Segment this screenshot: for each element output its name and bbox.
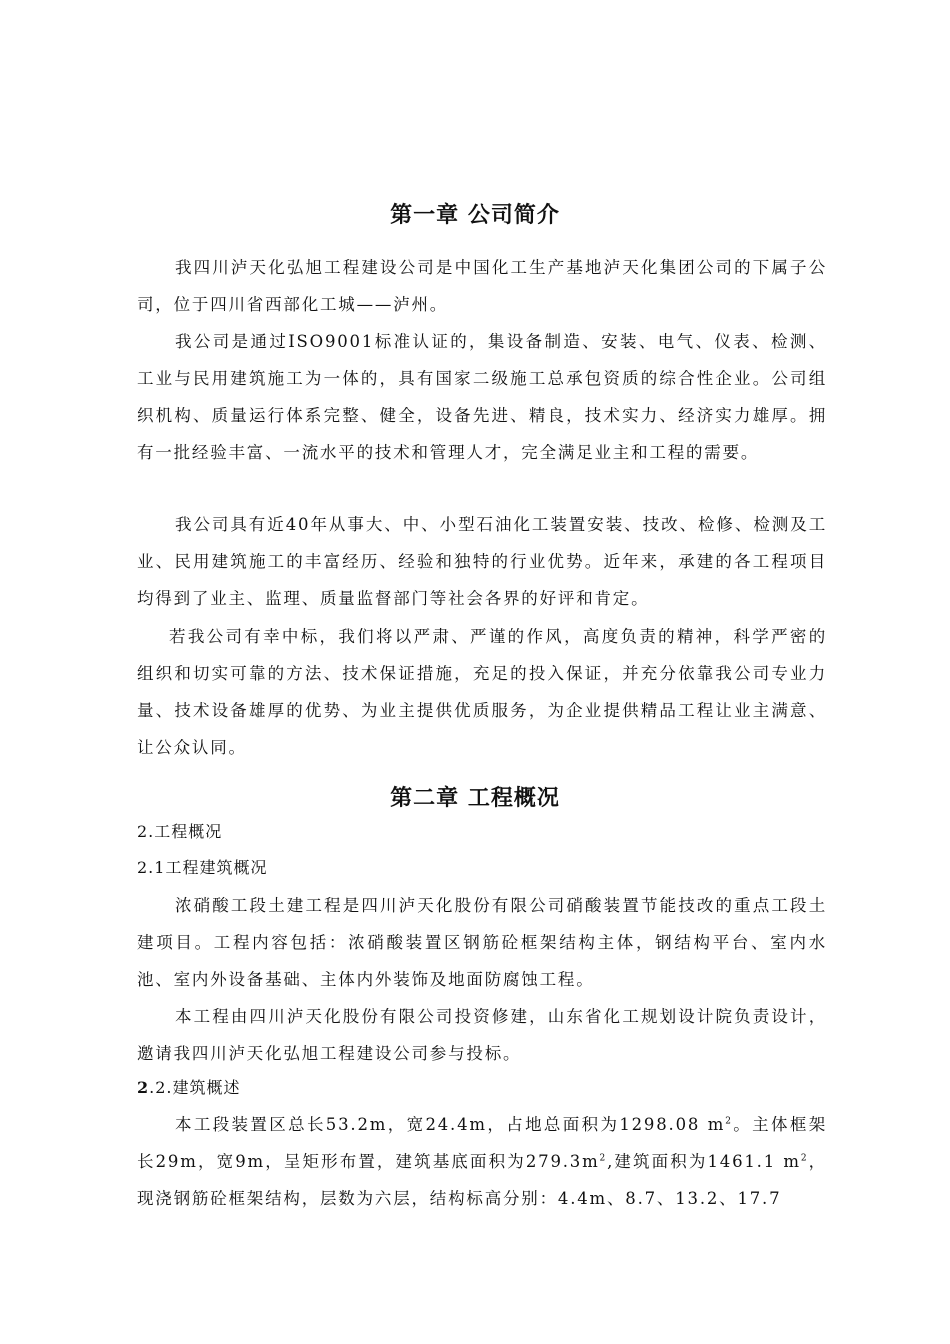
section-2-2-heading — [137, 1073, 241, 1103]
chapter-2-paragraph-2: 本工程由四川泸天化股份有限公司投资修建，山东省化工规划设计院负责设计，邀请我四川泸天化弘旭工程建设公司参与投标。 — [137, 1007, 827, 1063]
section-2-heading: 2.工程概况 — [137, 822, 223, 841]
section-2-2-number: 2 — [137, 1078, 150, 1097]
superscript-2: 2 — [800, 1153, 809, 1164]
chapter-2-title: 第二章 工程概况 — [390, 786, 560, 811]
chapter-1-paragraph-1: 我四川泸天化弘旭工程建设公司是中国化工生产基地泸天化集团公司的下属子公司，位于四川省西部化工城——泸州。 — [137, 258, 827, 314]
section-2-1-heading: 2.1工程建筑概况 — [137, 858, 268, 877]
chapter-1-paragraph-3: 我公司具有近40年从事大、中、小型石油化工装置安装、技改、检修、检测及工业、民用建筑施工的丰富经历、经验和独特的行业优势。近年来，承建的各工程项目均得到了业主、监理、质量监督部门等社会各界的好评和肯定。 — [137, 515, 827, 608]
para-22-part-4: ，现浇钢筋砼框架结构，层数为六层，结构标高分别：4.4m、8.7、13.2、17.7 — [137, 1152, 827, 1208]
chapter-2-paragraph-3 — [137, 1106, 827, 1217]
chapter-2-paragraph-1: 浓硝酸工段土建工程是四川泸天化股份有限公司硝酸装置节能技改的重点工段土建项目。工程内容包括：浓硝酸装置区钢筋砼框架结构主体，钢结构平台、室内水池、室内外设备基础、主体内外装饰及地面防腐蚀工程。 — [137, 896, 827, 989]
para-22-part-1: 本工段装置区总长53.2m，宽24.4m，占地总面积为1298.08 m — [175, 1115, 726, 1134]
superscript-2: 2 — [599, 1153, 608, 1164]
chapter-1-paragraph-4: 若我公司有幸中标，我们将以严肃、严谨的作风，高度负责的精神，科学严密的组织和切实可靠的方法、技术保证措施，充足的投入保证，并充分依靠我公司专业力量、技术设备雄厚的优势、为业主提供优质服务，为企业提供精品工程让业主满意、让公众认同。 — [137, 627, 827, 757]
para-22-part-3: ,建筑面积为1461.1 m — [607, 1152, 801, 1171]
chapter-1-paragraph-2: 我公司是通过ISO9001标准认证的，集设备制造、安装、电气、仪表、检测、工业与民用建筑施工为一体的，具有国家二级施工总承包资质的综合性企业。公司组织机构、质量运行体系完整、健全，设备先进、精良，技术实力、经济实力雄厚。拥有一批经验丰富、一流水平的技术和管理人才，完全满足业主和工程的需要。 — [137, 332, 827, 462]
superscript-2: 2 — [725, 1116, 733, 1127]
chapter-1-title: 第一章 公司简介 — [390, 203, 560, 228]
section-2-2-title: .2.建筑概述 — [149, 1078, 241, 1097]
para-22-part-2: 。主体框架长29m，宽9m，呈矩形布置，建筑基底面积为279.3m — [137, 1115, 827, 1171]
